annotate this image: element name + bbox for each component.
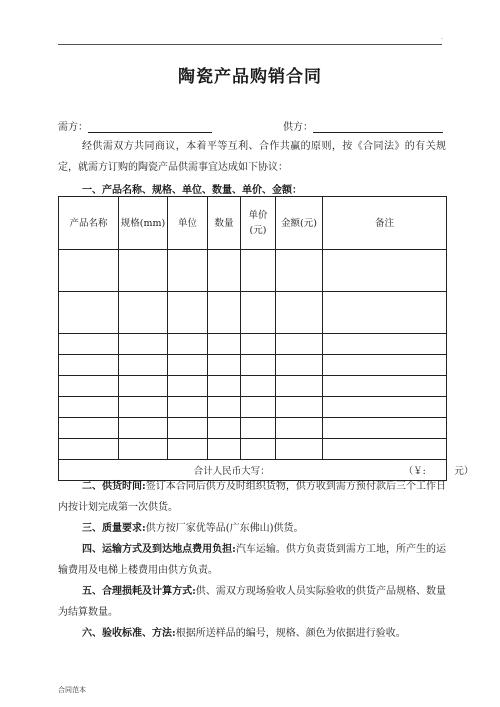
clause-quality — [58, 518, 446, 539]
table-row — [59, 250, 447, 292]
table-cell — [59, 250, 119, 292]
buyer-line — [58, 118, 212, 133]
table-cell — [119, 355, 168, 376]
table-cell — [276, 376, 323, 397]
table-row — [59, 376, 447, 397]
table-cell — [208, 334, 241, 355]
table-cell — [208, 397, 241, 418]
table-cell — [276, 397, 323, 418]
table-cell — [276, 355, 323, 376]
clause-heading: 四、运输方式及到达地点费用负担: — [82, 544, 236, 555]
clause-heading: 二、供货时间: — [82, 481, 146, 492]
col-header: 备注 — [323, 197, 447, 250]
table-cell — [168, 292, 208, 334]
col-header: 单价 (元) — [241, 197, 276, 250]
table-cell — [168, 250, 208, 292]
total-amount: （￥: 元） — [403, 466, 474, 477]
table-cell — [241, 292, 276, 334]
table-row — [59, 418, 447, 439]
table-cell — [59, 439, 119, 460]
page-title: 陶瓷产品购销合同 — [178, 67, 322, 87]
clause-text: 签订本合同后供方及时组织货物，供方收到需方预付款后三个工作日内按计划完成第一次供货。 — [58, 481, 446, 513]
table-cell — [323, 334, 447, 355]
table-cell — [323, 355, 447, 376]
table-cell — [59, 418, 119, 439]
table-cell — [241, 355, 276, 376]
clause-heading: 三、质量要求: — [82, 523, 146, 534]
clause-heading: 六、验收标准、方法: — [82, 628, 176, 639]
header-mark: . — [441, 34, 443, 41]
clause-text: 供、需双方现场验收人员实际验收的供货产品规格、数量为结算数量。 — [58, 586, 447, 618]
buyer-blank — [88, 121, 212, 133]
table-cell — [168, 355, 208, 376]
table-cell — [119, 439, 168, 460]
clause-transport — [58, 539, 446, 581]
table-cell — [119, 397, 168, 418]
table-cell — [168, 397, 208, 418]
col-header: 单位 — [168, 197, 208, 250]
clause-text: 供方按厂家优等品(广东佛山)供货。 — [145, 523, 304, 534]
table-cell — [168, 418, 208, 439]
table-cell — [119, 334, 168, 355]
table-row — [59, 292, 447, 334]
table-cell — [241, 397, 276, 418]
clause-heading: 五、合理损耗及计算方式: — [82, 586, 196, 597]
table-row — [59, 355, 447, 376]
table-cell — [168, 439, 208, 460]
clause-acceptance — [58, 623, 446, 644]
header-rule — [58, 44, 442, 45]
table-cell — [276, 418, 323, 439]
table-cell — [323, 397, 447, 418]
table-cell — [168, 334, 208, 355]
table-cell — [59, 355, 119, 376]
seller-label: 供方： — [283, 122, 313, 133]
table-cell — [59, 292, 119, 334]
table-cell — [276, 250, 323, 292]
col-header: 规格(mm) — [119, 197, 168, 250]
clause-delivery-time — [58, 476, 446, 518]
footer-text: 合同范本 — [58, 686, 86, 694]
table-cell — [208, 250, 241, 292]
table-cell — [119, 250, 168, 292]
table-row — [59, 334, 447, 355]
table-cell — [241, 250, 276, 292]
table-cell — [59, 397, 119, 418]
table-cell — [208, 355, 241, 376]
clause-text: 汽车运输。供方负责货到需方工地，所产生的运输费用及电梯上楼费用由供方负责。 — [58, 544, 447, 576]
table-cell — [276, 334, 323, 355]
table-cell — [241, 439, 276, 460]
seller-line — [283, 118, 443, 133]
table-row — [59, 439, 447, 460]
table-cell — [323, 292, 447, 334]
col-header: 金额(元) — [276, 197, 323, 250]
product-table — [58, 196, 474, 481]
seller-blank — [313, 121, 443, 133]
table-cell — [59, 376, 119, 397]
clause-text: 根据所送样品的编号，规格、颜色为依据进行验收。 — [175, 628, 406, 639]
col-header: 数量 — [208, 197, 241, 250]
buyer-label: 需方： — [58, 122, 88, 133]
intro-paragraph: 经供需双方共同商议，本着平等互利、合作共赢的原则，按《合同法》的有关规定，就需方订购的陶瓷产品供需事宜达成如下协议： — [58, 141, 446, 173]
table-header-row — [59, 197, 447, 250]
table-cell — [323, 418, 447, 439]
table-cell — [168, 376, 208, 397]
table-cell — [119, 292, 168, 334]
section1-heading: 一、产品名称、规格、单位、数量、单价、金额： — [82, 185, 302, 196]
table-cell — [119, 418, 168, 439]
table-cell — [241, 334, 276, 355]
table-cell — [208, 439, 241, 460]
table-cell — [241, 376, 276, 397]
table-cell — [208, 418, 241, 439]
table-cell — [323, 250, 447, 292]
table-cell — [208, 292, 241, 334]
table-cell — [323, 439, 447, 460]
table-cell — [59, 334, 119, 355]
total-label: 合计人民币大写： — [193, 466, 270, 477]
table-cell — [241, 418, 276, 439]
col-header: 产品名称 — [59, 197, 119, 250]
table-cell — [323, 376, 447, 397]
clause-loss-calculation — [58, 581, 446, 623]
table-cell — [119, 376, 168, 397]
table-cell — [276, 292, 323, 334]
table-cell — [276, 439, 323, 460]
table-row — [59, 397, 447, 418]
table-cell — [208, 376, 241, 397]
